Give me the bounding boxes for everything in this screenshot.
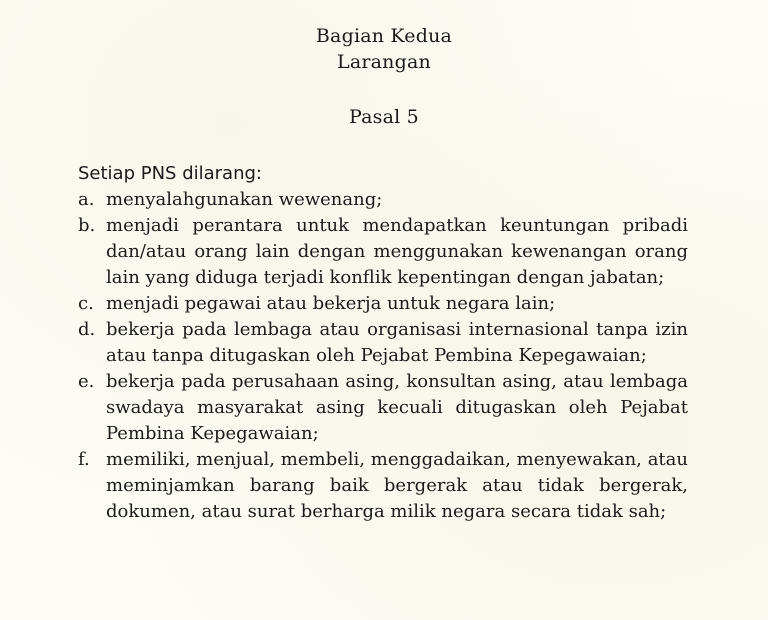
part-heading: Bagian Kedua [315,25,453,47]
list-marker: d. [78,319,96,340]
article-heading: Pasal 5 [349,106,419,128]
list-item-text: menjadi perantara untuk mendapatkan keuntungan pribadi dan/atau orang lain dengan menggunakan kewenangan orang lain yang diduga terjadi konflik kepentingan dengan jabatan; [106,215,688,288]
intro-text: Setiap PNS dilarang: [78,163,262,184]
list-item [78,213,688,291]
list-marker: b. [78,215,96,236]
list-item [78,187,688,213]
list-marker: e. [78,371,95,392]
list-item [78,291,688,317]
prohibition-list [78,187,688,525]
list-item [78,447,688,525]
section-title: Larangan [337,51,431,73]
list-item-text: menjadi pegawai atau bekerja untuk negara lain; [106,293,556,314]
list-item-text: bekerja pada perusahaan asing, konsultan asing, atau lembaga swadaya masyarakat asing kecuali ditugaskan oleh Pejabat Pembina Kepegawaian; [106,371,688,444]
list-item [78,317,688,369]
list-item-text: bekerja pada lembaga atau organisasi internasional tanpa izin atau tanpa ditugaskan oleh Pejabat Pembina Kepegawaian; [106,319,688,366]
list-item [78,369,688,447]
list-marker: c. [78,293,94,314]
list-item-text: menyalahgunakan wewenang; [106,189,383,210]
list-marker: f. [78,449,90,470]
list-marker: a. [78,189,95,210]
list-item-text: memiliki, menjual, membeli, menggadaikan, menyewakan, atau meminjamkan barang baik bergerak atau tidak bergerak, dokumen, atau surat berharga milik negara secara tidak sah; [106,449,688,522]
